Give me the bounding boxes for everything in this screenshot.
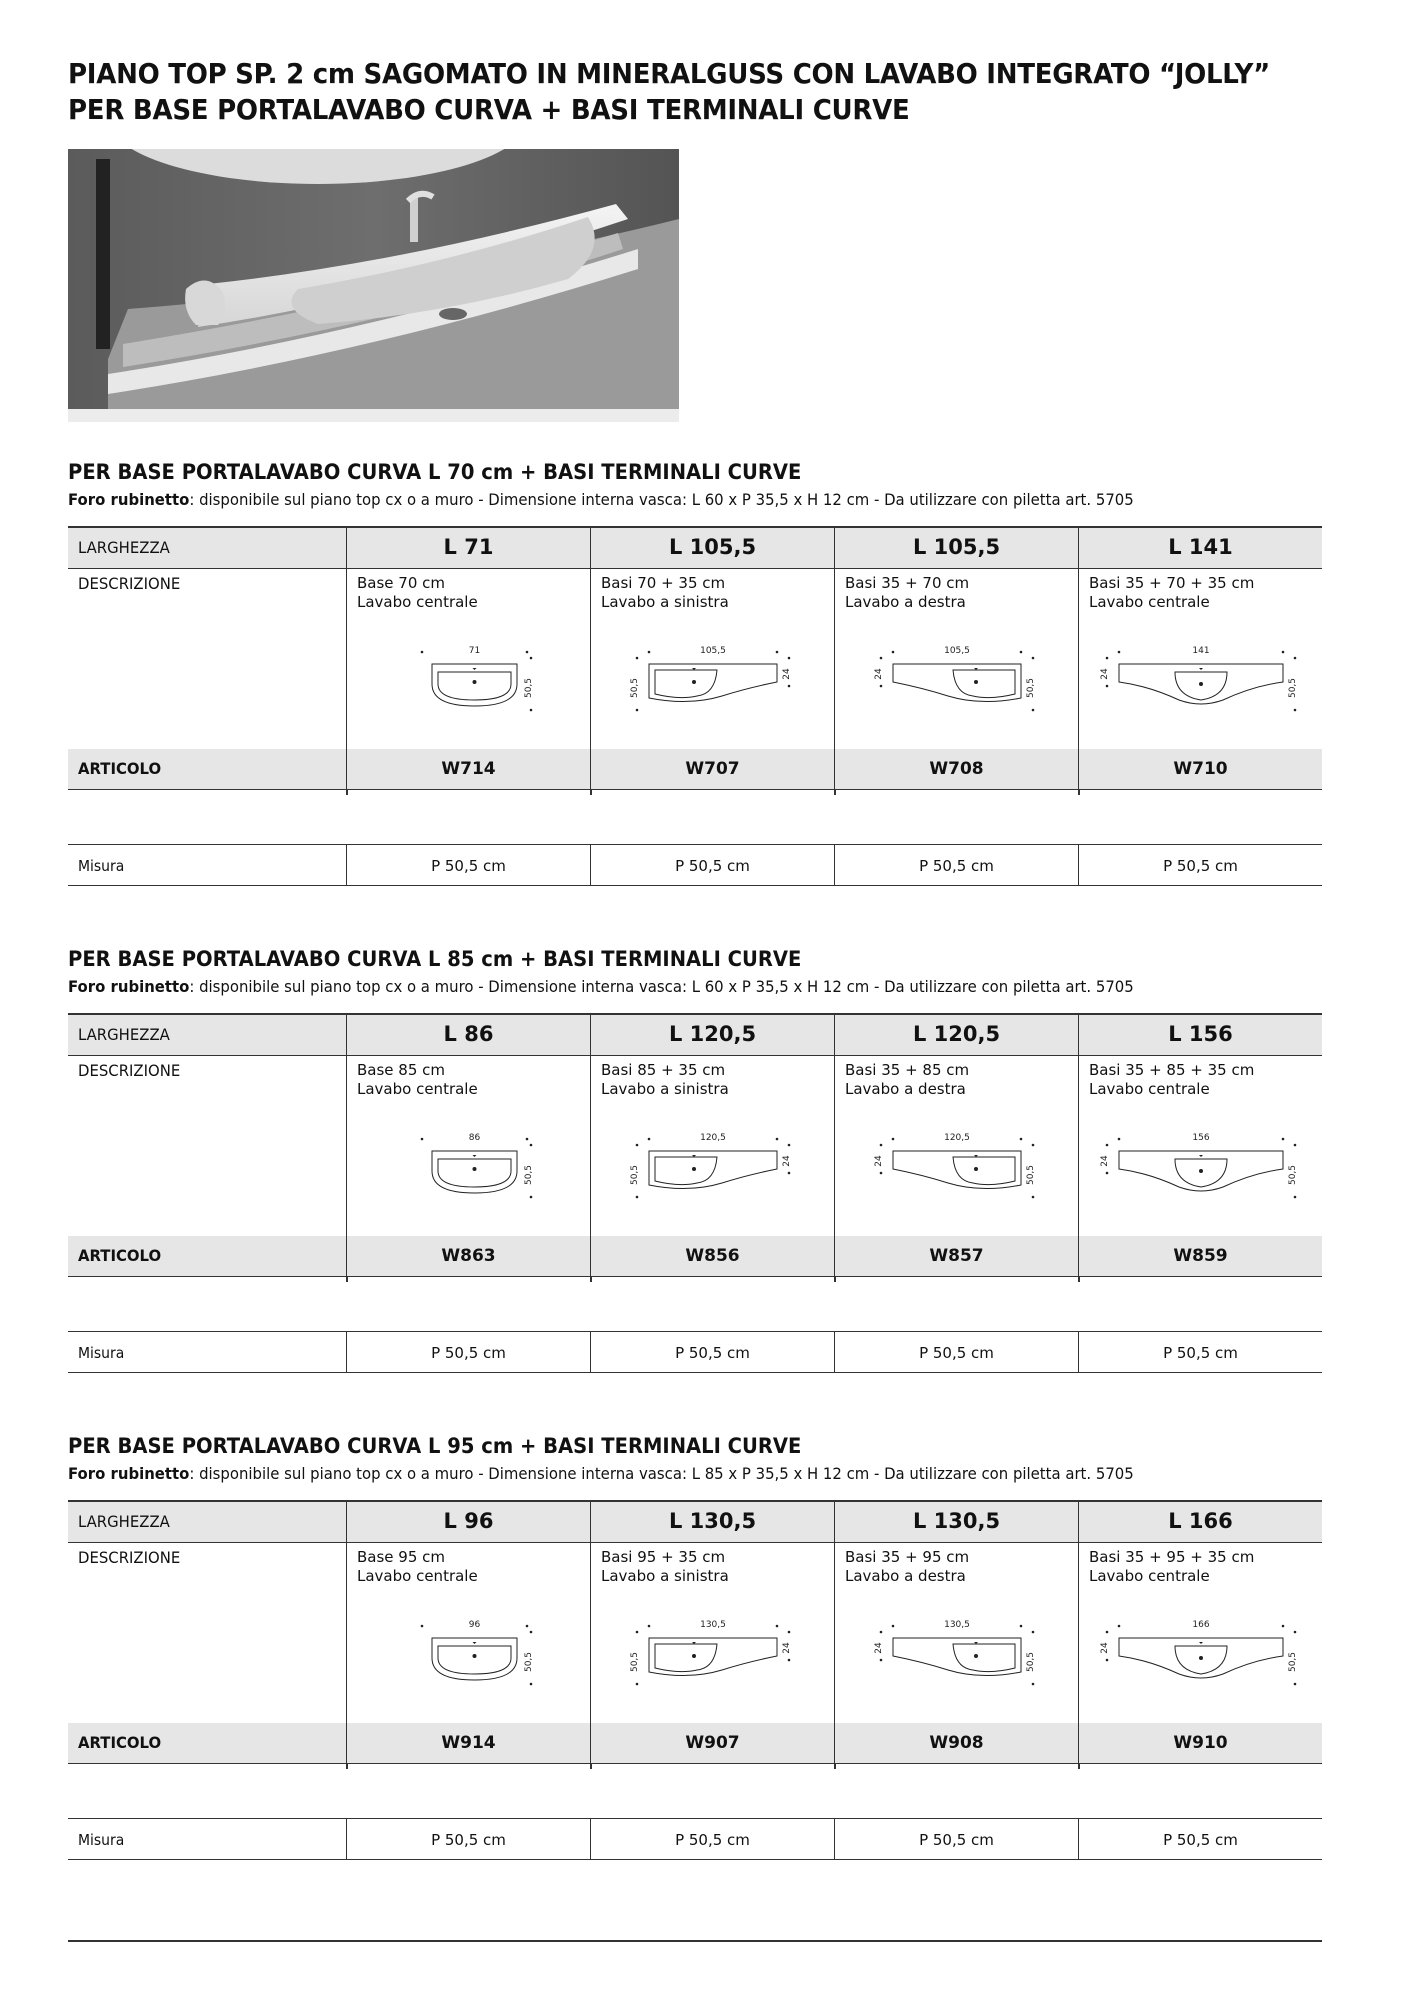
row-label: ARTICOLO [78, 1246, 162, 1265]
drain-hole [974, 1167, 978, 1171]
basin-outline [438, 1646, 511, 1674]
section-note [68, 977, 1134, 996]
dimension-dot [880, 1172, 883, 1175]
dimension-dot [636, 1144, 639, 1147]
dimension-dot [1020, 651, 1023, 654]
description-text: Basi 35 + 95 cm Lavabo a destra [845, 1548, 970, 1585]
description-text: Basi 35 + 70 + 35 cm Lavabo centrale [1089, 574, 1255, 611]
dimension-dot [892, 1138, 895, 1141]
dimension-dot [1282, 1625, 1285, 1628]
row-label: Misura [78, 857, 125, 875]
dimension-label: 50,5 [630, 1651, 640, 1673]
row-width [68, 526, 1322, 569]
dimension-dot [1118, 1625, 1121, 1628]
row-spacer [68, 1276, 1322, 1331]
dimension-dot [1106, 685, 1109, 688]
tap-hole [1199, 668, 1203, 670]
tap-hole [1199, 1155, 1203, 1157]
drain-hole [473, 680, 477, 684]
description-text: Basi 85 + 35 cm Lavabo a sinistra [601, 1061, 729, 1098]
section-l95 [68, 1434, 1322, 1864]
dimension-dot [776, 1625, 779, 1628]
basin-outline [438, 672, 511, 700]
dimension-dot [788, 1172, 791, 1175]
dimension-dot [648, 1625, 651, 1628]
tap-hole [473, 1642, 477, 1644]
dimension-dot [1294, 1196, 1297, 1199]
dimension-dot [1294, 709, 1297, 712]
dimension-dot [1032, 1631, 1035, 1634]
dimension-dot [530, 1631, 533, 1634]
width-value: L 120,5 [912, 1022, 1001, 1046]
width-value: L 141 [1168, 535, 1233, 559]
drain-hole [692, 1167, 696, 1171]
drain-hole [974, 680, 978, 684]
dimension-dot [1106, 1172, 1109, 1175]
dimension-dot [526, 1138, 529, 1141]
dimension-dot [636, 1631, 639, 1634]
row-label: LARGHEZZA [78, 538, 170, 557]
dimension-dot [530, 1196, 533, 1199]
width-value: L 96 [443, 1509, 494, 1533]
dimension-dot [636, 709, 639, 712]
dimension-dot [636, 1196, 639, 1199]
dimension-dot [648, 651, 651, 654]
dimension-label: 86 [468, 1133, 481, 1143]
note-label: Foro rubinetto [68, 977, 190, 996]
measure-value: P 50,5 cm [1163, 857, 1238, 875]
top-drawing [591, 1131, 835, 1211]
dimension-dot [421, 1625, 424, 1628]
dimension-label: 120,5 [700, 1133, 726, 1143]
row-measure [68, 1331, 1322, 1373]
row-article [68, 749, 1322, 790]
article-code: W856 [685, 1246, 740, 1266]
section-note [68, 490, 1134, 509]
note-label: Foro rubinetto [68, 490, 190, 509]
top-drawing [1079, 1618, 1323, 1698]
section-note [68, 1464, 1134, 1483]
article-code: W859 [1173, 1246, 1228, 1266]
drain-hole [473, 1654, 477, 1658]
basin-outline [953, 1644, 1015, 1672]
article-code: W910 [1173, 1733, 1228, 1753]
basin-outline [655, 1644, 717, 1672]
top-shape [893, 1638, 1021, 1676]
dimension-label: 24 [874, 1642, 884, 1654]
dimension-dot [1282, 1138, 1285, 1141]
width-value: L 130,5 [668, 1509, 757, 1533]
dimension-label: 24 [1100, 1155, 1110, 1167]
dimension-label: 130,5 [700, 1620, 726, 1630]
page-title-line-2: PER BASE PORTALAVABO CURVA + BASI TERMINALI CURVE [68, 93, 910, 126]
dimension-dot [530, 1144, 533, 1147]
note-text: : disponibile sul piano top cx o a muro - Dimensione interna vasca: L 60 x P 35,5 x H 12 cm - Da utilizzare con piletta art. 5705 [189, 490, 1134, 509]
dimension-label: 105,5 [944, 646, 970, 656]
measure-value: P 50,5 cm [1163, 1831, 1238, 1849]
row-label: DESCRIZIONE [78, 574, 181, 593]
dimension-dot [1032, 657, 1035, 660]
dimension-label: 24 [874, 668, 884, 680]
note-text: : disponibile sul piano top cx o a muro - Dimensione interna vasca: L 60 x P 35,5 x H 12 cm - Da utilizzare con piletta art. 5705 [189, 977, 1134, 996]
width-value: L 120,5 [668, 1022, 757, 1046]
description-text: Basi 95 + 35 cm Lavabo a sinistra [601, 1548, 729, 1585]
article-code: W708 [929, 759, 984, 779]
dimension-dot [880, 657, 883, 660]
article-code: W710 [1173, 759, 1228, 779]
dimension-dot [1118, 1138, 1121, 1141]
description-text: Base 70 cm Lavabo centrale [357, 574, 478, 611]
dimension-label: 50,5 [1288, 677, 1298, 699]
row-label: Misura [78, 1831, 125, 1849]
row-article [68, 1236, 1322, 1277]
dimension-dot [892, 1625, 895, 1628]
dimension-label: 71 [468, 646, 481, 656]
measure-value: P 50,5 cm [431, 1344, 506, 1362]
dimension-dot [530, 657, 533, 660]
dimension-dot [1020, 1138, 1023, 1141]
note-text: : disponibile sul piano top cx o a muro - Dimensione interna vasca: L 85 x P 35,5 x H 12 cm - Da utilizzare con piletta art. 5705 [189, 1464, 1134, 1483]
row-description [68, 1540, 1322, 1724]
measure-value: P 50,5 cm [919, 857, 994, 875]
measure-value: P 50,5 cm [675, 1344, 750, 1362]
width-value: L 130,5 [912, 1509, 1001, 1533]
dimension-label: 50,5 [630, 677, 640, 699]
row-description [68, 566, 1322, 750]
dimension-dot [880, 1659, 883, 1662]
measure-value: P 50,5 cm [919, 1344, 994, 1362]
dimension-dot [1106, 1659, 1109, 1662]
dimension-dot [526, 1625, 529, 1628]
dimension-dot [1032, 1196, 1035, 1199]
dimension-dot [1294, 657, 1297, 660]
width-value: L 156 [1168, 1022, 1233, 1046]
dimension-dot [1032, 1683, 1035, 1686]
description-text: Basi 35 + 85 + 35 cm Lavabo centrale [1089, 1061, 1255, 1098]
width-value: L 105,5 [912, 535, 1001, 559]
tap-hole [473, 1155, 477, 1157]
drain-hole [1199, 1169, 1203, 1173]
dimension-dot [788, 1631, 791, 1634]
section-l85 [68, 947, 1322, 1377]
top-drawing [591, 1618, 835, 1698]
dimension-dot [1294, 1683, 1297, 1686]
dimension-dot [788, 685, 791, 688]
top-drawing [1079, 1131, 1323, 1211]
article-code: W714 [441, 759, 496, 779]
description-text: Basi 35 + 85 cm Lavabo a destra [845, 1061, 970, 1098]
dimension-label: 24 [1100, 668, 1110, 680]
top-drawing [835, 644, 1079, 724]
article-code: W857 [929, 1246, 984, 1266]
top-drawing [1079, 644, 1323, 724]
row-width [68, 1500, 1322, 1543]
top-drawing [347, 1618, 591, 1698]
tap-hole [473, 668, 477, 670]
description-text: Basi 35 + 70 cm Lavabo a destra [845, 574, 970, 611]
dimension-label: 50,5 [1026, 1651, 1036, 1673]
basin-outline [953, 1157, 1015, 1185]
dimension-label: 24 [782, 1642, 792, 1654]
row-measure [68, 1818, 1322, 1860]
measure-value: P 50,5 cm [919, 1831, 994, 1849]
dimension-label: 141 [1192, 646, 1210, 656]
drain-hole [974, 1654, 978, 1658]
measure-value: P 50,5 cm [675, 1831, 750, 1849]
drain-hole [473, 1167, 477, 1171]
dimension-label: 50,5 [524, 677, 534, 699]
row-spacer [68, 1763, 1322, 1818]
dimension-label: 156 [1192, 1133, 1210, 1143]
tap-hole [1199, 1642, 1203, 1644]
dimension-dot [1032, 1144, 1035, 1147]
article-code: W907 [685, 1733, 740, 1753]
dimension-dot [530, 709, 533, 712]
dimension-label: 50,5 [1288, 1651, 1298, 1673]
dimension-dot [648, 1138, 651, 1141]
row-width [68, 1013, 1322, 1056]
dimension-dot [1106, 1631, 1109, 1634]
article-code: W707 [685, 759, 740, 779]
top-drawing [347, 1131, 591, 1211]
dimension-dot [788, 1659, 791, 1662]
top-shape [649, 1638, 777, 1676]
top-shape [893, 1151, 1021, 1189]
dimension-label: 50,5 [1288, 1164, 1298, 1186]
drain-hole [1199, 1656, 1203, 1660]
description-text: Base 95 cm Lavabo centrale [357, 1548, 478, 1585]
dimension-label: 96 [468, 1620, 481, 1630]
row-measure [68, 844, 1322, 886]
dimension-label: 105,5 [700, 646, 726, 656]
article-code: W908 [929, 1733, 984, 1753]
dimension-dot [526, 651, 529, 654]
dimension-dot [1032, 709, 1035, 712]
dimension-dot [880, 685, 883, 688]
width-value: L 105,5 [668, 535, 757, 559]
row-description [68, 1053, 1322, 1237]
measure-value: P 50,5 cm [675, 857, 750, 875]
row-label: ARTICOLO [78, 1733, 162, 1752]
dimension-dot [1282, 651, 1285, 654]
dimension-label: 50,5 [524, 1164, 534, 1186]
dimension-dot [788, 657, 791, 660]
width-value: L 86 [443, 1022, 494, 1046]
dimension-dot [1106, 657, 1109, 660]
row-label: DESCRIZIONE [78, 1548, 181, 1567]
measure-value: P 50,5 cm [431, 1831, 506, 1849]
description-text: Basi 70 + 35 cm Lavabo a sinistra [601, 574, 729, 611]
dimension-label: 130,5 [944, 1620, 970, 1630]
dimension-dot [892, 651, 895, 654]
top-drawing [347, 644, 591, 724]
description-text: Base 85 cm Lavabo centrale [357, 1061, 478, 1098]
dimension-label: 24 [782, 1155, 792, 1167]
top-shape [893, 664, 1021, 702]
top-drawing [591, 644, 835, 724]
row-label: LARGHEZZA [78, 1512, 170, 1531]
top-drawing [835, 1131, 1079, 1211]
dimension-label: 24 [874, 1155, 884, 1167]
dimension-label: 166 [1192, 1620, 1210, 1630]
row-spacer [68, 789, 1322, 844]
row-label: ARTICOLO [78, 759, 162, 778]
measure-value: P 50,5 cm [431, 857, 506, 875]
bottom-rule [68, 1940, 1322, 1942]
section-l70 [68, 460, 1322, 890]
measure-value: P 50,5 cm [1163, 1344, 1238, 1362]
dimension-label: 50,5 [524, 1651, 534, 1673]
dimension-label: 24 [1100, 1642, 1110, 1654]
top-shape [649, 1151, 777, 1189]
top-drawing [835, 1618, 1079, 1698]
dimension-label: 24 [782, 668, 792, 680]
dimension-dot [880, 1631, 883, 1634]
dimension-dot [530, 1683, 533, 1686]
dimension-dot [1294, 1631, 1297, 1634]
page-title [68, 56, 1270, 128]
drain-hole [692, 680, 696, 684]
basin-outline [655, 1157, 717, 1185]
basin-outline [438, 1159, 511, 1187]
section-title: PER BASE PORTALAVABO CURVA L 85 cm + BASI TERMINALI CURVE [68, 947, 802, 971]
row-label: DESCRIZIONE [78, 1061, 181, 1080]
drain-hole [1199, 682, 1203, 686]
dimension-dot [421, 651, 424, 654]
dimension-dot [421, 1138, 424, 1141]
dimension-dot [1020, 1625, 1023, 1628]
row-article [68, 1723, 1322, 1764]
dimension-dot [776, 1138, 779, 1141]
page-title-line-1: PIANO TOP SP. 2 cm SAGOMATO IN MINERALGUSS CON LAVABO INTEGRATO “JOLLY” [68, 57, 1270, 90]
dimension-label: 50,5 [1026, 677, 1036, 699]
description-text: Basi 35 + 95 + 35 cm Lavabo centrale [1089, 1548, 1255, 1585]
dimension-dot [776, 651, 779, 654]
dimension-dot [1294, 1144, 1297, 1147]
basin-outline [655, 670, 717, 698]
dimension-label: 50,5 [1026, 1164, 1036, 1186]
dimension-dot [636, 657, 639, 660]
drain-hole [692, 1654, 696, 1658]
dimension-dot [1118, 651, 1121, 654]
row-label: LARGHEZZA [78, 1025, 170, 1044]
dimension-dot [880, 1144, 883, 1147]
row-label: Misura [78, 1344, 125, 1362]
basin-outline [953, 670, 1015, 698]
article-code: W863 [441, 1246, 496, 1266]
product-photo [68, 149, 679, 422]
width-value: L 71 [443, 535, 494, 559]
dimension-dot [788, 1144, 791, 1147]
note-label: Foro rubinetto [68, 1464, 190, 1483]
dimension-dot [636, 1683, 639, 1686]
article-code: W914 [441, 1733, 496, 1753]
dimension-dot [1106, 1144, 1109, 1147]
dimension-label: 120,5 [944, 1133, 970, 1143]
width-value: L 166 [1168, 1509, 1233, 1533]
section-title: PER BASE PORTALAVABO CURVA L 95 cm + BASI TERMINALI CURVE [68, 1434, 802, 1458]
section-title: PER BASE PORTALAVABO CURVA L 70 cm + BASI TERMINALI CURVE [68, 460, 802, 484]
dimension-label: 50,5 [630, 1164, 640, 1186]
top-shape [649, 664, 777, 702]
